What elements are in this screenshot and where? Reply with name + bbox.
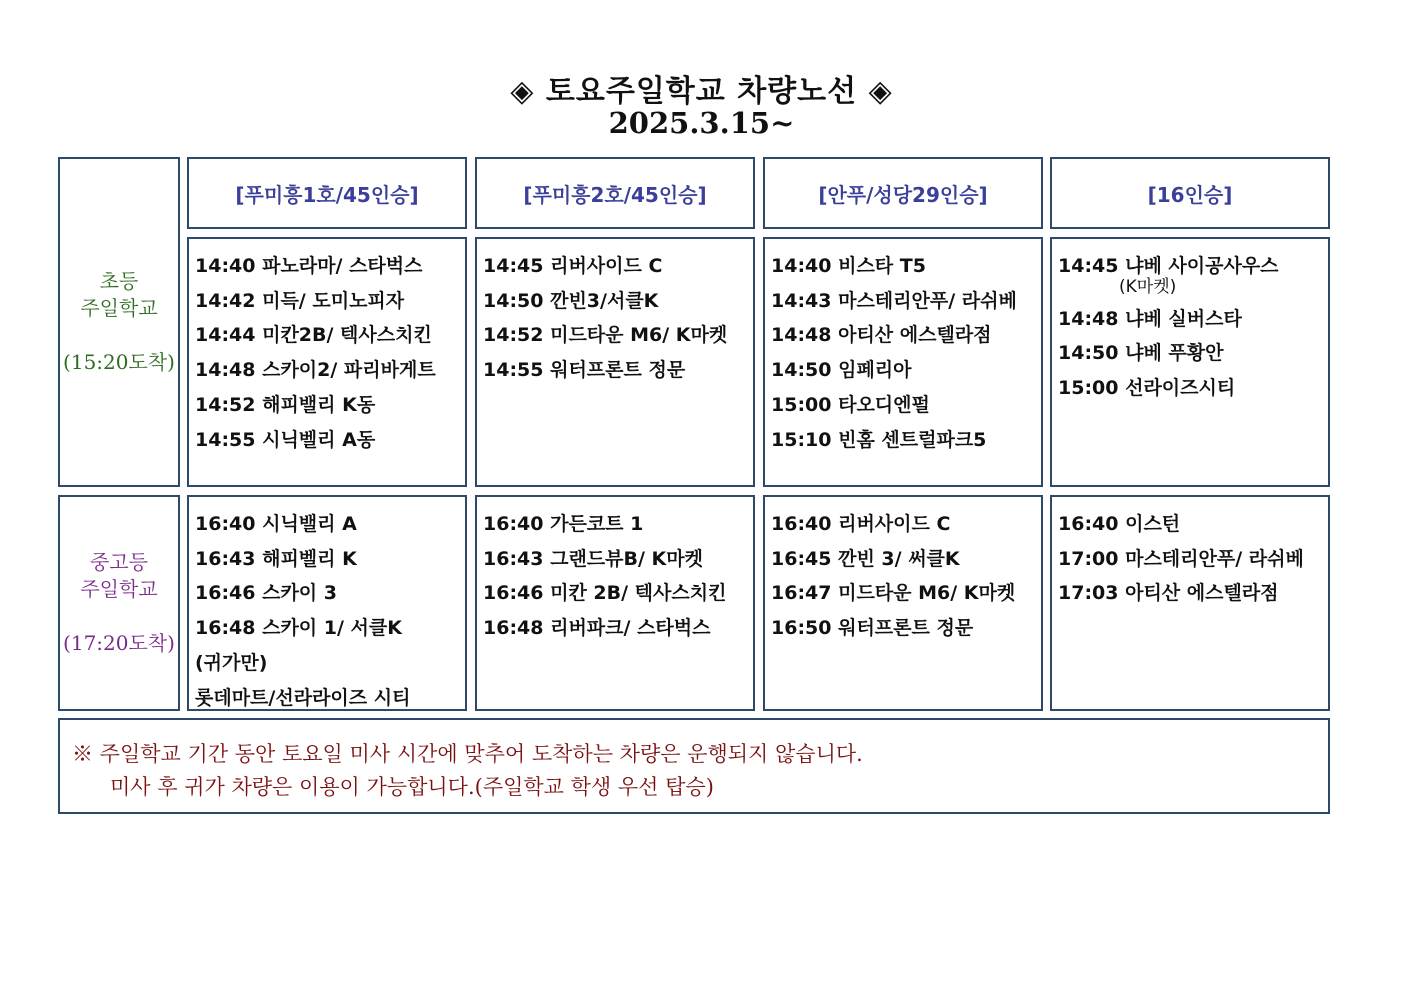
route-elementary-bus4 [1050,237,1330,487]
effective-date: 2025.3.15~ [608,106,795,140]
stop: 14:50 냐베 푸황안 [1058,342,1224,365]
stop: 16:47 미드타운 M6/ K마켓 [771,582,1016,605]
stop: 14:43 마스테리안푸/ 라쉬베 [771,289,1017,312]
stop: 14:52 해피밸리 K동 [195,393,376,416]
stop: 16:48 스카이 1/ 서클K [195,617,402,640]
notice-box [58,718,1330,814]
route-middle-bus3 [763,495,1043,711]
stop: 15:10 빈홈 센트럴파크5 [771,428,987,451]
notice-line-2: 미사 후 귀가 차량은 이용이 가능합니다.(주일학교 학생 우선 탑승) [110,775,714,799]
stop: 16:45 깐빈 3/ 써클K [771,547,960,570]
stop: 14:42 미득/ 도미노피자 [195,289,405,312]
section-elementary [58,157,180,487]
stop: 16:40 이스턴 [1058,513,1181,535]
stop: (귀가만) [195,651,268,674]
section-middle-high [58,495,180,711]
stop: 14:44 미칸2B/ 텍사스치킨 [195,324,432,347]
stop: 14:55 워터프론트 정문 [483,359,686,382]
section-elementary-name: 초등 [99,269,139,293]
stop: 16:40 가든코트 1 [483,513,644,535]
stop: 16:40 리버사이드 C [771,513,951,535]
stop: 16:46 미칸 2B/ 텍사스치킨 [483,582,727,605]
route-elementary-bus2 [475,237,755,487]
stop: 16:48 리버파크/ 스타벅스 [483,617,711,640]
page-title: ◈ 토요주일학교 차량노선 ◈ [510,74,893,109]
stop: 14:40 비스타 T5 [771,255,926,277]
route-middle-bus2 [475,495,755,711]
stop: 14:50 임페리아 [771,359,912,382]
stop: 14:48 냐베 실버스타 [1058,307,1242,330]
stop: 14:50 깐빈3/서클K [483,289,659,312]
notice-line-1: ※ 주일학교 기간 동안 토요일 미사 시간에 맞추어 도착하는 차량은 운행되지 않습니다. [72,742,863,766]
stop: 16:40 시닉밸리 A [195,513,357,535]
stop: 14:48 스카이2/ 파리바게트 [195,359,436,382]
section-elementary-arrival: (15:20도착) [63,350,175,374]
section-middle-arrival: (17:20도착) [63,631,175,655]
stop-note: (K마켓) [1119,276,1177,297]
bus-header-4: [16인승] [1050,157,1330,229]
stop: 17:03 아티산 에스텔라점 [1058,582,1279,605]
stop: 16:50 워터프론트 정문 [771,617,974,640]
route-elementary-bus3 [763,237,1043,487]
stop: 15:00 타오디엔펄 [771,393,930,416]
stop: 15:00 선라이즈시티 [1058,377,1236,400]
route-middle-bus4 [1050,495,1330,711]
route-elementary-bus1 [187,237,467,487]
stop: 롯데마트/선라라이즈 시티 [195,686,411,709]
section-elementary-name2: 주일학교 [80,296,158,320]
stop: 17:00 마스테리안푸/ 라쉬베 [1058,547,1304,570]
stop: 14:52 미드타운 M6/ K마켓 [483,324,728,347]
stop: 16:43 해피벨리 K [195,547,357,570]
stop: 16:43 그랜드뷰B/ K마켓 [483,547,703,570]
route-middle-bus1 [187,495,467,711]
stop: 16:46 스카이 3 [195,582,337,605]
bus-header-2: [푸미흥2호/45인승] [475,157,755,229]
stop: 14:45 냐베 사이공사우스 [1058,255,1279,277]
section-middle-name2: 주일학교 [80,577,158,601]
stop: 14:55 시닉벨리 A동 [195,428,376,451]
stop: 14:40 파노라마/ 스타벅스 [195,255,423,277]
bus-header-1: [푸미흥1호/45인승] [187,157,467,229]
stop: 14:45 리버사이드 C [483,255,663,277]
bus-header-3: [안푸/성당29인승] [763,157,1043,229]
stop: 14:48 아티산 에스텔라점 [771,324,992,347]
section-middle-name: 중고등 [90,550,148,574]
